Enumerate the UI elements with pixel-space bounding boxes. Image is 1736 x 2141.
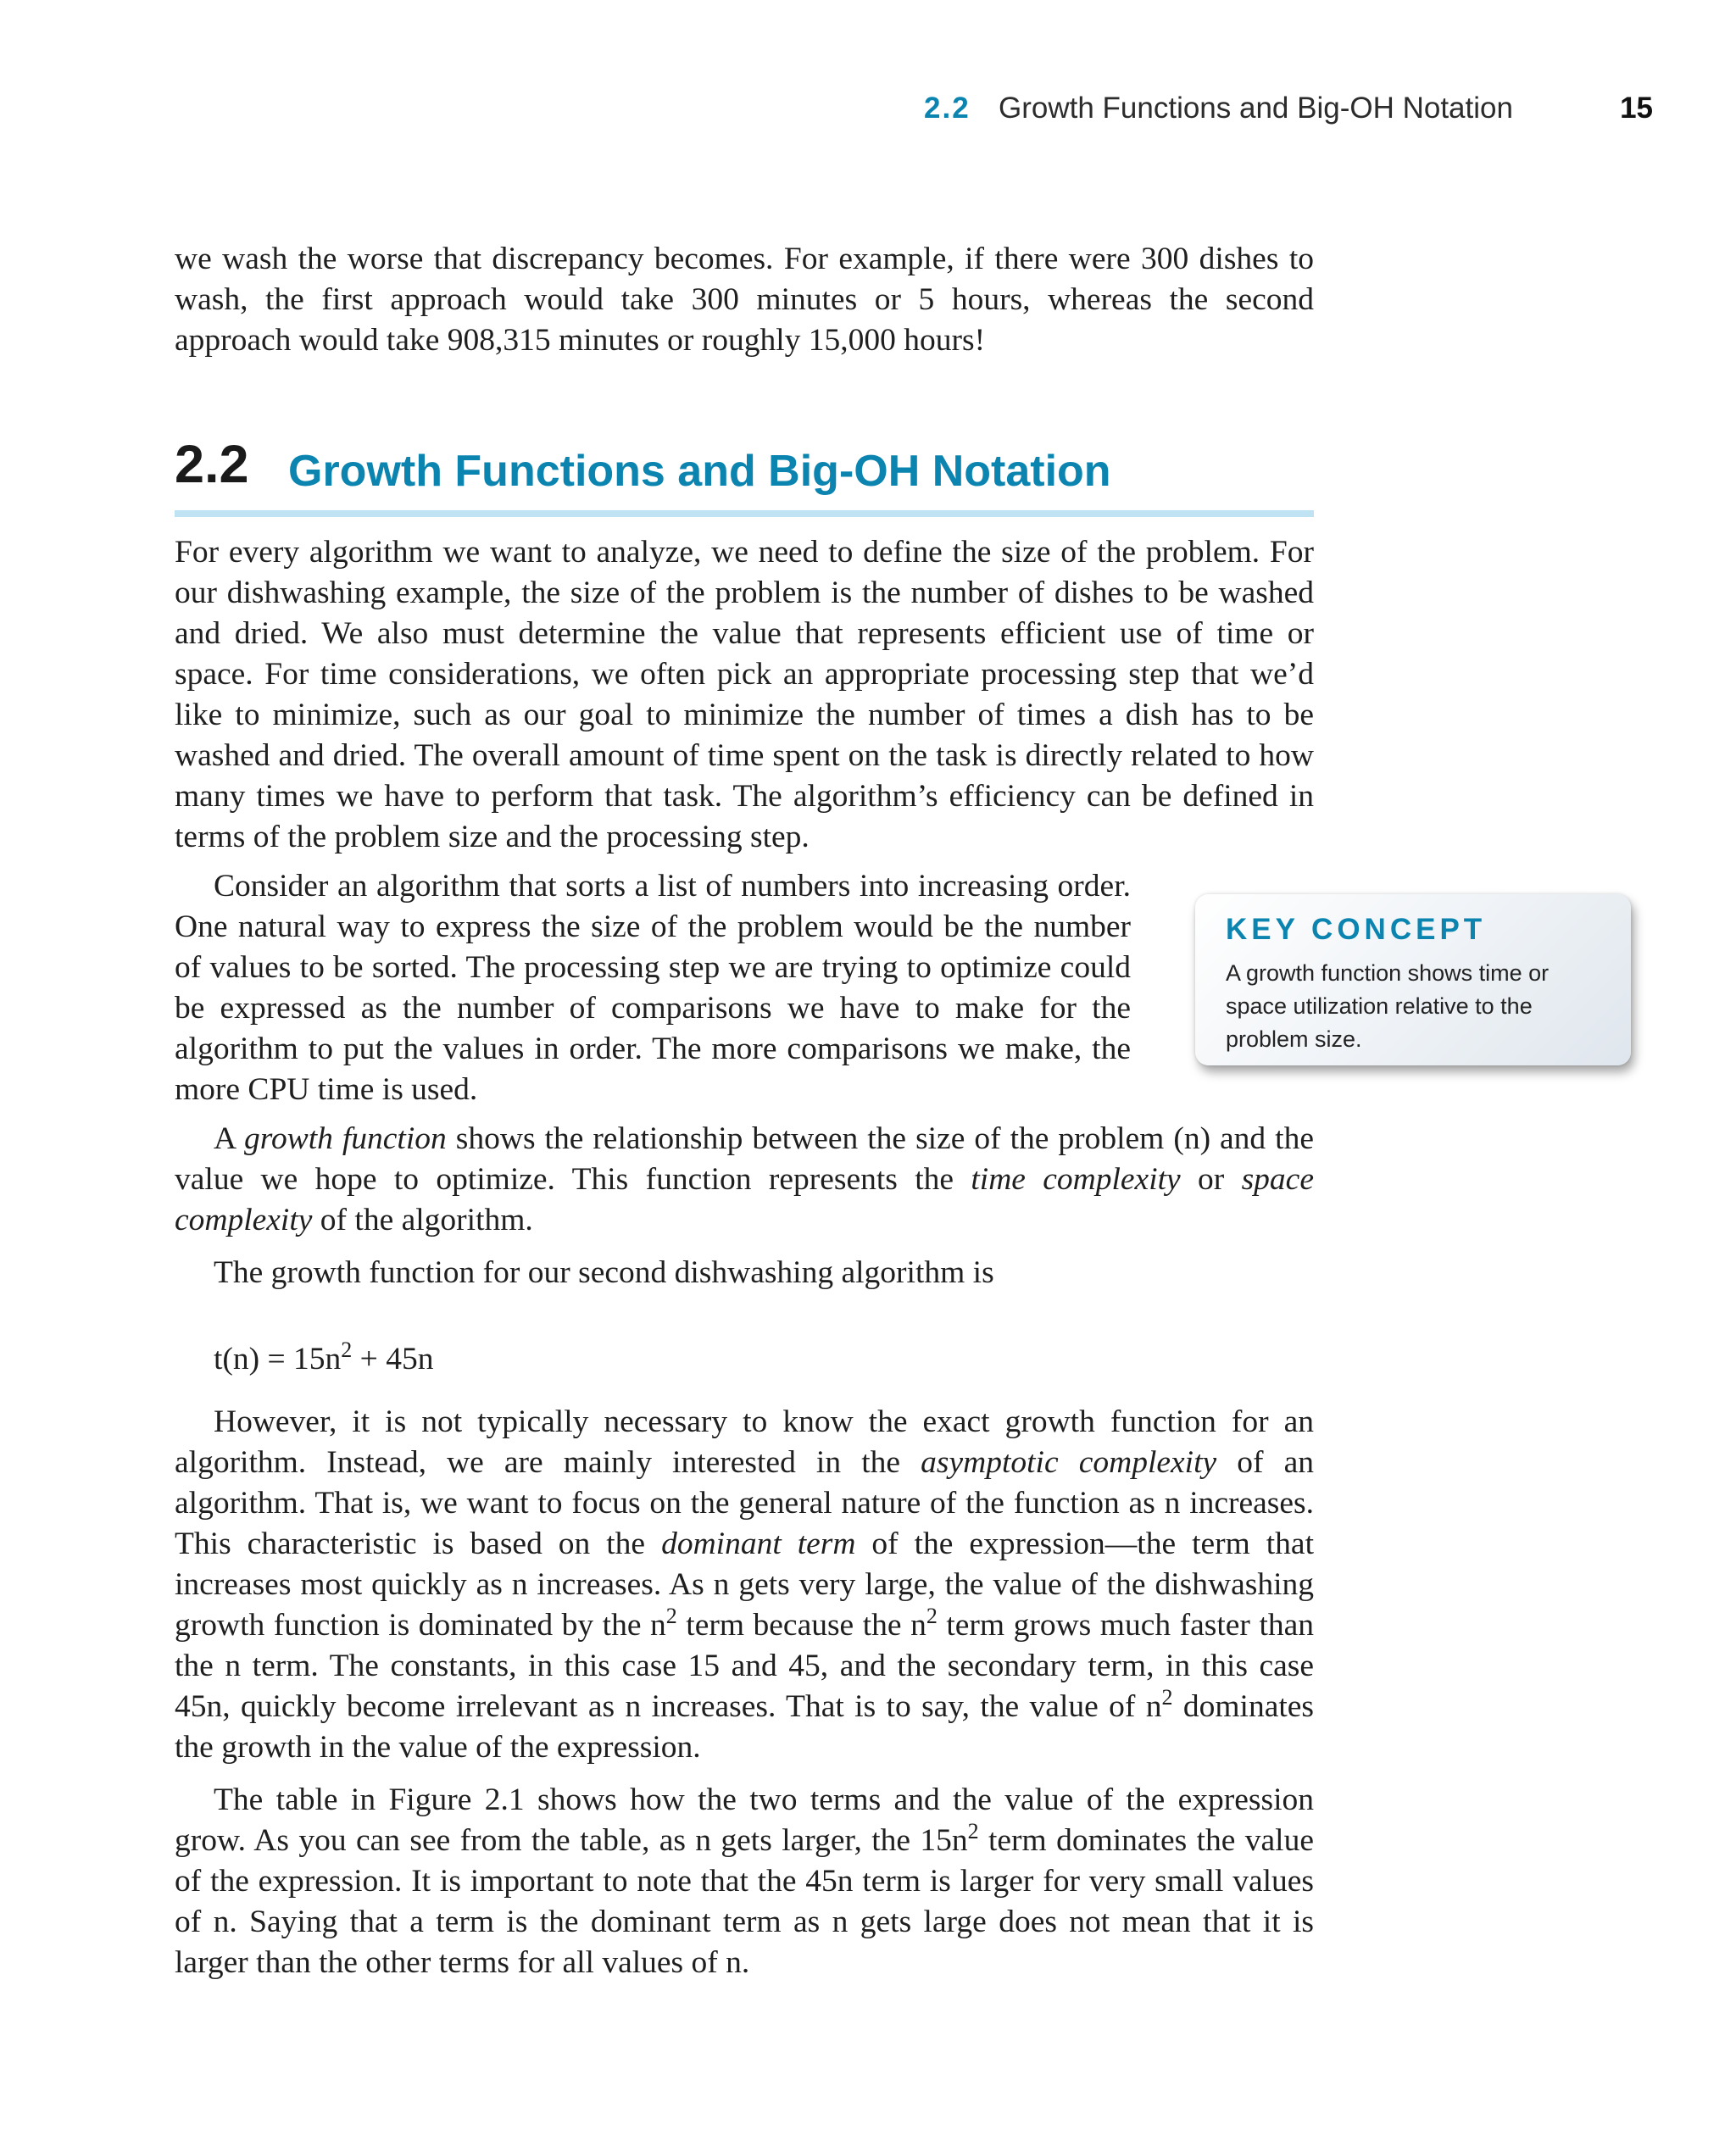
text-run: term grows much faster than the n term. The constants, in this case 15 and 45, and the secondary term, in this case 45n, quickly become irrelevant as n increases. That is to say, the value of n bbox=[175, 1608, 1315, 1724]
text-run: of an algorithm. That is, we want to focus on the general nature of the function as n increases. This characteristic is based on the bbox=[175, 1445, 1314, 1561]
text-run: shows the relationship between the size of the problem (n) and the value we hope to optimize. This function represents the bbox=[175, 1121, 1314, 1197]
paragraph-sorting-example: Consider an algorithm that sorts a list of numbers into increasing order. One natural way to express the size of the problem would be the number of values to be sorted. The processing step we are trying to optimize could be expressed as the number of comparisons we have to make for the algorithm to put the values in order. The more comparisons we make, the more CPU time is used. bbox=[175, 869, 1131, 1107]
text-run: term dominates the value of the expression. It is important to note that the 45n term is larger for very small values of n. Saying that a term is the dominant term as n gets large does not mean that it is larger than the other terms for all values of n. bbox=[175, 1823, 1314, 1980]
text-run: The table in Figure 2.1 shows how the two terms and the value of the expression grow. As you can see from the table, as n gets larger, the 15n bbox=[175, 1782, 1314, 1858]
header-section-number: 2.2 bbox=[924, 92, 971, 125]
page-number: 15 bbox=[1620, 92, 1653, 125]
key-concept-box bbox=[1195, 894, 1631, 1065]
section-heading bbox=[175, 428, 1314, 513]
text-run: or bbox=[1180, 1162, 1242, 1197]
heading-rule bbox=[175, 510, 1314, 517]
term-growth-function: growth function bbox=[244, 1121, 447, 1156]
equation-lhs: t(n) = 15n bbox=[214, 1342, 342, 1376]
key-concept-title: KEY CONCEPT bbox=[1226, 913, 1487, 946]
paragraph-growth-function bbox=[175, 1119, 1314, 1241]
text-run: term because the n bbox=[676, 1608, 926, 1643]
text-run: of the algorithm. bbox=[312, 1203, 533, 1237]
superscript: 2 bbox=[926, 1604, 938, 1628]
section-title: Growth Functions and Big-OH Notation bbox=[288, 447, 1111, 496]
superscript: 2 bbox=[967, 1819, 979, 1843]
term-asymptotic-complexity: asymptotic complexity bbox=[921, 1445, 1217, 1480]
term-dominant-term: dominant term bbox=[661, 1527, 856, 1561]
text-run: However, it is not typically necessary to know the exact growth function for an algorithm. Instead, we are mainly interested in the bbox=[175, 1404, 1314, 1480]
text-run: of the expression—the term that increases most quickly as n increases. As n gets very large, the value of the dishwashing growth function is dominated by the n bbox=[175, 1527, 1314, 1643]
equation-exponent: 2 bbox=[341, 1337, 353, 1362]
paragraph-figure-reference bbox=[175, 1780, 1314, 1983]
paragraph-intro: we wash the worse that discrepancy becomes. For example, if there were 300 dishes to wash, the first approach would take 300 minutes or 5 hours, whereas the second approach would take 908,315 minutes or roughly 15,000 hours! bbox=[175, 242, 1314, 358]
running-header bbox=[924, 92, 1653, 134]
header-section-title: Growth Functions and Big-OH Notation bbox=[999, 92, 1513, 125]
key-concept-body: A growth function shows time or space utilization relative to the problem size. bbox=[1226, 960, 1550, 1052]
term-time-complexity: time complexity bbox=[971, 1162, 1181, 1197]
paragraph-equation-intro: The growth function for our second dishwashing algorithm is bbox=[214, 1255, 994, 1290]
section-number: 2.2 bbox=[175, 435, 249, 494]
text-run: A bbox=[214, 1121, 244, 1156]
term-space-complexity: space complexity bbox=[175, 1162, 1314, 1237]
equation-growth-function bbox=[214, 1339, 433, 1380]
superscript: 2 bbox=[1161, 1685, 1173, 1710]
equation-rhs: + 45n bbox=[352, 1342, 434, 1376]
paragraph-problem-size: For every algorithm we want to analyze, we need to define the size of the problem. For our dishwashing example, the size of the problem is the number of dishes to be washed and dried. We also must determine the value that represents efficient use of time or space. For time considerations, we often pick an appropriate processing step that we’d like to minimize, such as our goal to minimize the number of times a dish has to be washed and dried. The overall amount of time spent on the task is directly related to how many times we have to perform that task. The algorithm’s efficiency can be defined in terms of the problem size and the processing step. bbox=[175, 535, 1314, 854]
paragraph-asymptotic-complexity bbox=[175, 1402, 1314, 1768]
superscript: 2 bbox=[665, 1604, 677, 1628]
text-run: dominates the growth in the value of the expression. bbox=[175, 1689, 1314, 1765]
